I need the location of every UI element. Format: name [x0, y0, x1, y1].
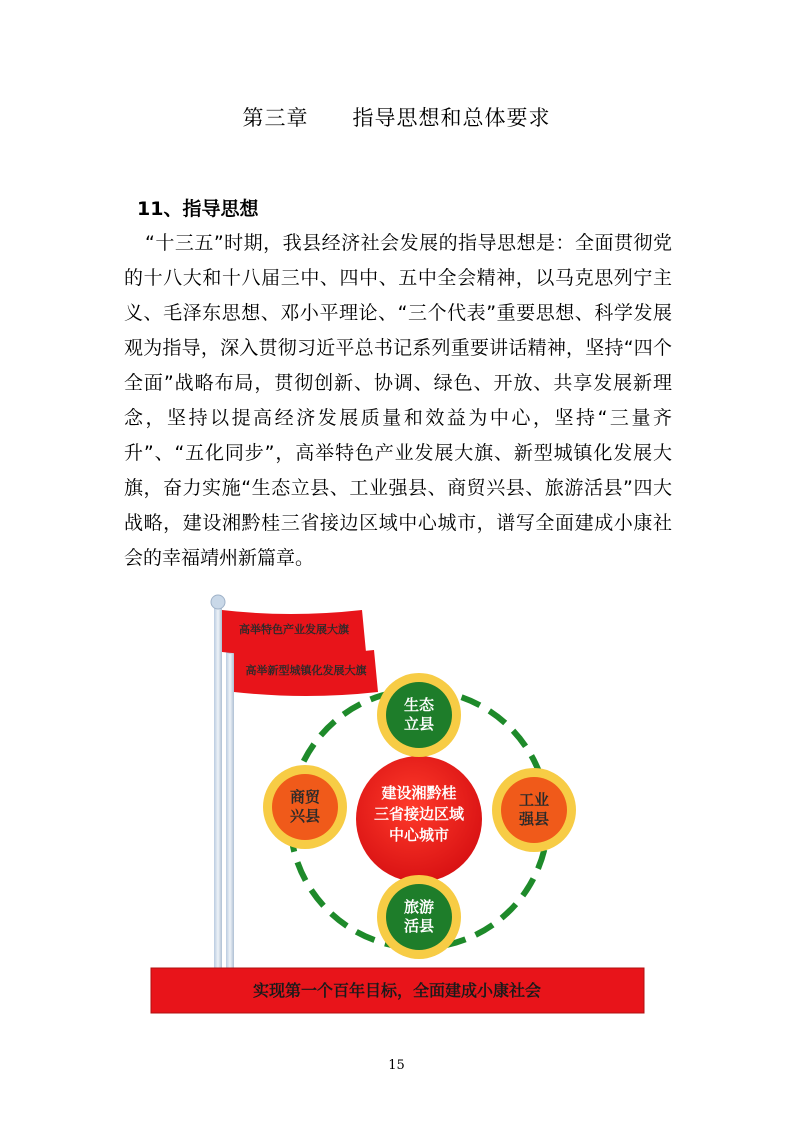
- center-line-2: 三省接边区域: [373, 805, 465, 823]
- goal-banner: [151, 968, 644, 1013]
- flag-specialty-industry: [222, 610, 366, 656]
- flag-text-1: 高举特色产业发展大旗: [239, 623, 349, 636]
- node-commerce: [263, 765, 347, 849]
- chapter-number: 第三章: [242, 106, 309, 130]
- flag-urbanization: [234, 650, 378, 696]
- guiding-ideology-paragraph: “十三五”时期，我县经济社会发展的指导思想是：全面贯彻党的十八大和十八届三中、四中、五中全会精神，以马克思列宁主义、毛泽东思想、邓小平理论、“三个代表”重要思想、科学发展观为指导，深入贯彻习近平总书记系列重要讲话精神，坚持“四个全面”战略布局，贯彻创新、协调、绿色、开放、共享发展新理念，坚持以提高经济发展质量和效益为中心，坚持“三量齐升”、“五化同步”，高举特色产业发展大旗、新型城镇化发展大旗，奋力实施“生态立县、工业强县、商贸兴县、旅游活县”四大战略，建设湘黔桂三省接边区域中心城市，谱写全面建成小康社会的幸福靖州新篇章。: [124, 232, 672, 569]
- node-industry: [492, 768, 576, 852]
- page-number: 15: [388, 1058, 405, 1073]
- commerce-line-1: 商贸: [289, 788, 321, 806]
- center-line-1: 建设湘黔桂: [381, 784, 457, 802]
- section-heading: 11、指导思想: [137, 198, 259, 220]
- center-line-3: 中心城市: [388, 826, 450, 844]
- ecology-line-1: 生态: [403, 696, 435, 714]
- ecology-line-2: 立县: [403, 715, 435, 733]
- goal-banner-text: 实现第一个百年目标，全面建成小康社会: [252, 981, 542, 1000]
- node-center: [356, 756, 482, 882]
- flag-text-2: 高举新型城镇化发展大旗: [245, 664, 367, 677]
- tourism-line-2: 活县: [403, 917, 435, 935]
- commerce-line-2: 兴县: [289, 807, 321, 825]
- node-ecology: [377, 673, 461, 757]
- tourism-line-1: 旅游: [403, 898, 435, 916]
- industry-line-1: 工业: [518, 791, 550, 809]
- chapter-name: 指导思想和总体要求: [352, 106, 551, 130]
- industry-line-2: 强县: [518, 810, 550, 828]
- node-tourism: [377, 875, 461, 959]
